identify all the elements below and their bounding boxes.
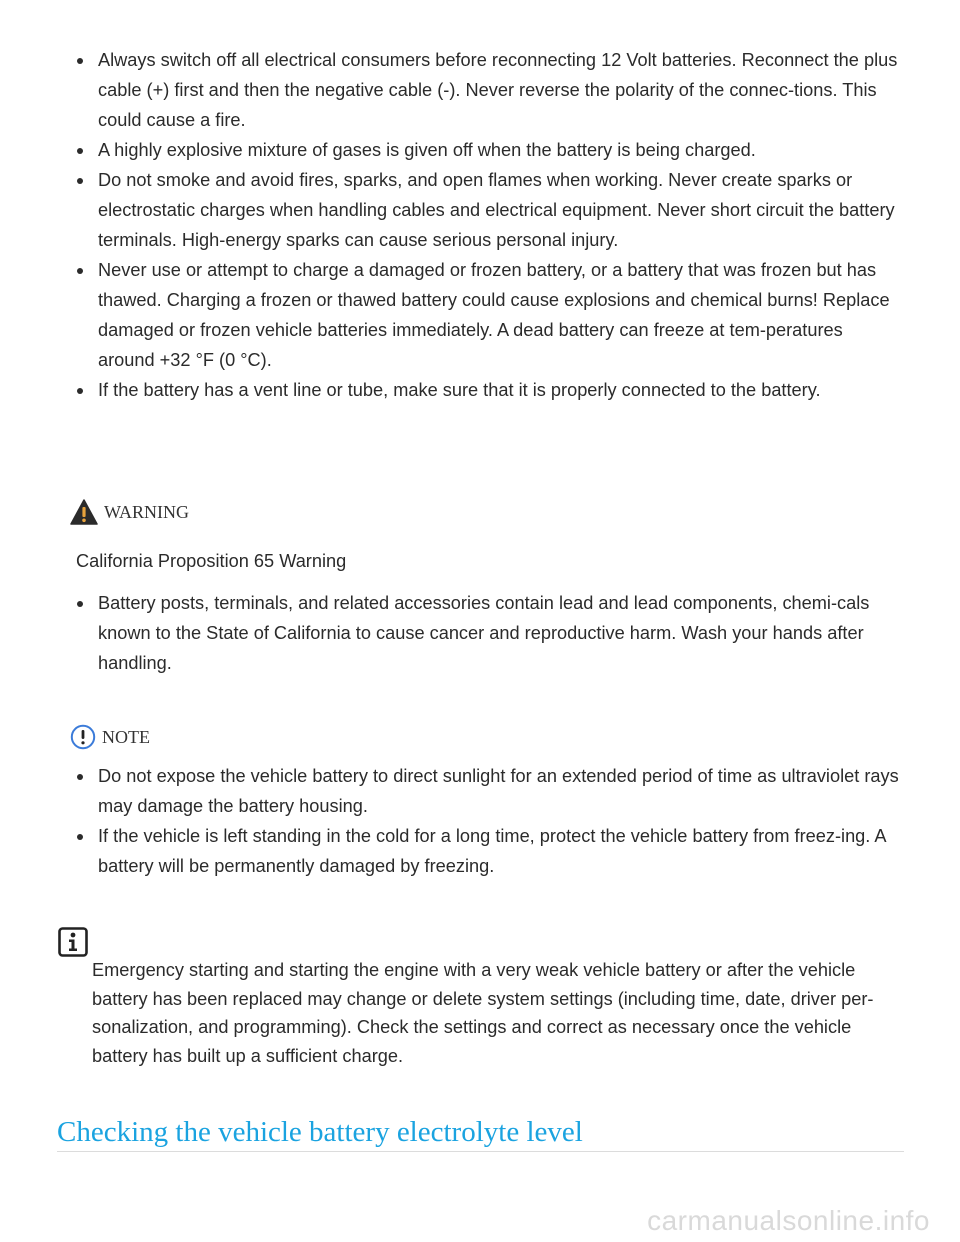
list-item-text: A highly explosive mixture of gases is given off when the battery is being charged.	[98, 140, 756, 160]
bullet-dot	[77, 148, 83, 154]
watermark: carmanualsonline.info	[647, 1205, 930, 1236]
section-title: Checking the vehicle battery electrolyte level	[57, 1116, 583, 1148]
warning-triangle-icon	[70, 499, 98, 525]
list-item-text: Battery posts, terminals, and related accessories contain lead and lead components, chemi-cals known to the State of California to cause cancer and reproductive harm. Wash your hands after handling.	[98, 593, 870, 673]
note-label: NOTE	[102, 726, 150, 747]
bullet-dot	[77, 58, 83, 64]
list-item	[0, 45, 960, 135]
bullet-dot	[77, 268, 83, 274]
list-item-text: Do not smoke and avoid fires, sparks, and open flames when working. Never create sparks or electrostatic charges when handling cables and electrical equipment. Never short circuit the battery terminals. High-energy sparks can cause serious personal injury.	[98, 170, 895, 250]
section-divider	[57, 1151, 904, 1152]
bullet-dot	[77, 774, 83, 780]
list-item-text: Always switch off all electrical consumers before reconnecting 12 Volt batteries. Reconnect the plus cable (+) first and then the negative cable (-). Never reverse the polarity of the connec-tions. This could cause a fire.	[98, 50, 898, 130]
bullet-dot	[77, 834, 83, 840]
bullet-dot	[77, 178, 83, 184]
note-header	[70, 722, 150, 752]
list-item-text: If the battery has a vent line or tube, make sure that it is properly connected to the battery.	[98, 380, 821, 400]
warning-title: California Proposition 65 Warning	[76, 551, 347, 571]
list-item	[0, 135, 960, 165]
list-item	[0, 375, 960, 405]
list-item-text: Never use or attempt to charge a damaged or frozen battery, or a battery that was frozen but has thawed. Charging a frozen or thawed battery could cause explosions and chemical burns! Replace damaged or frozen vehicle batteries immediately. A dead battery can freeze at tem-peratures around +32 °F (0 °C).	[98, 260, 890, 370]
exclamation-circle-icon	[70, 724, 96, 750]
info-icon	[58, 927, 88, 957]
list-item	[0, 761, 960, 821]
safety-bullet-list	[0, 45, 960, 405]
list-item-text: If the vehicle is left standing in the cold for a long time, protect the vehicle battery from freez-ing. A battery will be permanently damaged by freezing.	[98, 826, 886, 876]
warning-label: WARNING	[104, 501, 189, 522]
list-item-text: Do not expose the vehicle battery to direct sunlight for an extended period of time as ultraviolet rays may damage the battery housing.	[98, 766, 899, 816]
note-bullet-list	[0, 761, 960, 881]
bullet-dot	[77, 388, 83, 394]
bullet-dot	[77, 601, 83, 607]
list-item	[0, 588, 960, 678]
list-item	[0, 821, 960, 881]
list-item	[0, 165, 960, 255]
warning-bullet-list	[0, 588, 960, 678]
warning-header	[70, 497, 189, 527]
info-text: Emergency starting and starting the engine with a very weak vehicle battery or after the vehicle battery has been replaced may change or delete system settings (including time, date, driver per-sonalization, and programming). Check the settings and correct as necessary once the vehicle battery has built up a sufficient charge.	[92, 960, 874, 1066]
list-item	[0, 255, 960, 375]
